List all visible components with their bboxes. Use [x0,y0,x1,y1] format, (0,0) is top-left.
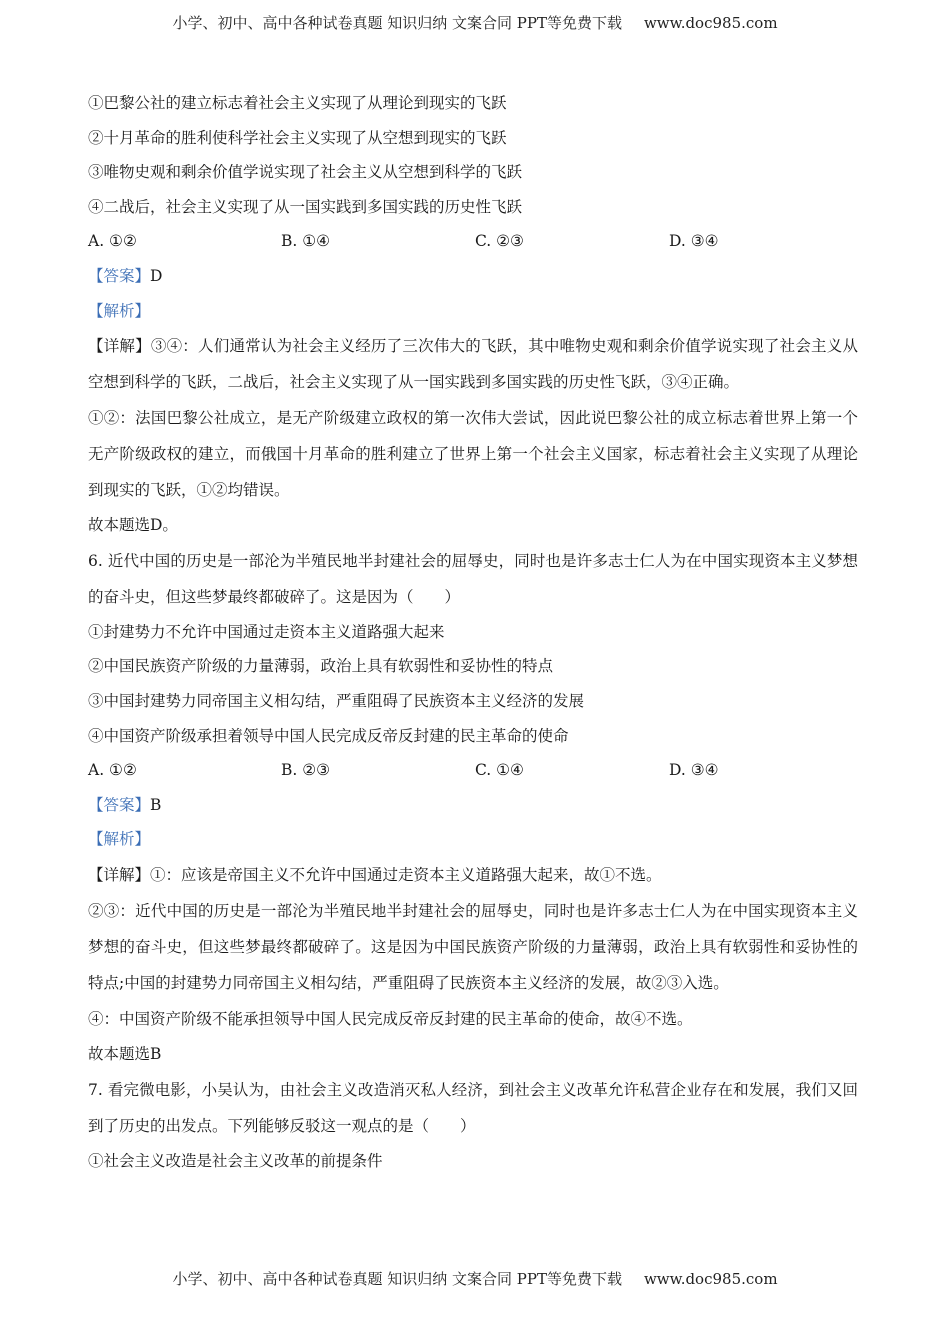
statement-1: ①巴黎公社的建立标志着社会主义实现了从理论到现实的飞跃 [88,94,507,112]
footer-site[interactable]: www.doc985.com [643,1270,778,1288]
option-c: C. ①④ [475,761,524,780]
statement-3: ③唯物史观和剩余价值学说实现了社会主义从空想到科学的飞跃 [88,163,523,182]
conclusion: 故本题选B [88,1044,162,1063]
detail-paragraph-1 [88,328,858,400]
question-7 [88,1072,858,1179]
page-footer [0,1268,950,1289]
detail-paragraph-2: ①②：法国巴黎公社成立，是无产阶级建立政权的第一次伟大尝试，因此说巴黎公社的成立标志着世界上第一个无产阶级政权的建立，而俄国十月革命的胜利建立了世界上第一个社会主义国家，标志着社会主义实现了从理论到现实的飞跃，①②均错误。 [88,409,858,500]
analysis-label: 【解析】 [88,301,151,320]
question-stem: 7. 看完微电影，小吴认为，由社会主义改造消灭私人经济，到社会主义改革允许私营企业存在和发展，我们又回到了历史的出发点。下列能够反驳这一观点的是（ ） [88,1080,858,1135]
option-a: A. ①② [88,232,137,251]
statement-4: ④二战后，社会主义实现了从一国实践到多国实践的历史性飞跃 [88,197,523,216]
option-d: D. ③④ [669,232,719,251]
answer-value: B [150,795,162,814]
detail-paragraph-2: ②③：近代中国的历史是一部沦为半殖民地半封建社会的屈辱史，同时也是许多志士仁人为在中国实现资本主义梦想的奋斗史，但这些梦最终都破碎了。这是因为中国民族资产阶级的力量薄弱，政治上具有软弱性和妥协性的特点;中国的封建势力同帝国主义相勾结，严重阻碍了民族资本主义经济的发展，故②③入选。 [88,901,858,992]
options-row [88,753,858,788]
option-a: A. ①② [88,761,137,780]
footer-text: 小学、初中、高中各种试卷真题 知识归纳 文案合同 PPT等免费下载 [172,1270,622,1288]
analysis-label: 【解析】 [88,830,151,849]
detail-label: 【详解】 [88,337,151,356]
question-5 [88,86,858,543]
question-stem: 6. 近代中国的历史是一部沦为半殖民地半封建社会的屈辱史，同时也是许多志士仁人为在中国实现资本主义梦想的奋斗史，但这些梦最终都破碎了。这是因为（ ） [88,551,858,606]
question-6 [88,543,858,1072]
detail-paragraph-3: ④：中国资产阶级不能承担领导中国人民完成反帝反封建的民主革命的使命，故④不选。 [88,1009,693,1028]
statement-1: ①社会主义改造是社会主义改革的前提条件 [88,1151,383,1170]
answer-label: 【答案】 [88,266,151,285]
detail-label: 【详解】 [88,865,151,884]
answer-value: D [150,266,163,285]
statement-3: ③中国封建势力同帝国主义相勾结，严重阻碍了民族资本主义经济的发展 [88,691,585,710]
page-content [88,86,858,1178]
conclusion: 故本题选D。 [88,516,178,535]
statement-4: ④中国资产阶级承担着领导中国人民完成反帝反封建的民主革命的使命 [88,726,569,745]
options-row [88,224,858,259]
header-site[interactable]: www.doc985.com [643,14,778,32]
header-text: 小学、初中、高中各种试卷真题 知识归纳 文案合同 PPT等免费下载 [172,14,622,32]
option-b: B. ①④ [281,232,331,251]
option-d: D. ③④ [669,761,719,780]
answer-line [88,259,858,294]
detail-paragraph-1 [88,857,858,893]
statement-2: ②十月革命的胜利使科学社会主义实现了从空想到现实的飞跃 [88,128,507,147]
detail-text: ③④：人们通常认为社会主义经历了三次伟大的飞跃，其中唯物史观和剩余价值学说实现了社会主义从空想到科学的飞跃，二战后，社会主义实现了从一国实践到多国实践的历史性飞跃，③④正确。 [88,337,858,392]
detail-text: ①：应该是帝国主义不允许中国通过走资本主义道路强大起来，故①不选。 [150,865,662,884]
answer-line [88,788,858,823]
statement-2: ②中国民族资产阶级的力量薄弱，政治上具有软弱性和妥协性的特点 [88,657,554,676]
statement-1: ①封建势力不允许中国通过走资本主义道路强大起来 [88,622,445,641]
answer-label: 【答案】 [88,795,151,814]
option-c: C. ②③ [475,232,524,251]
page-header [0,12,950,33]
option-b: B. ②③ [281,761,331,780]
